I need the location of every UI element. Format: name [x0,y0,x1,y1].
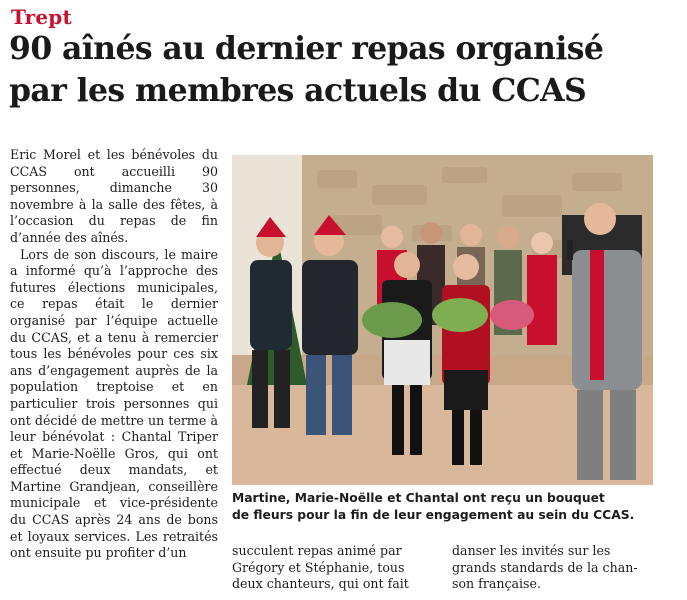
column-2-line-2: Grégory et Stéphanie, tous [232,559,405,575]
column-3-line-2: grands standards de la chan- [452,559,638,575]
article-photo [232,155,653,485]
headline-line-1: 90 aînés au dernier repas organisé [9,30,604,67]
article-column-1 [10,147,218,562]
article-column-3 [452,543,662,593]
column-3-line-3: son française. [452,576,541,592]
article-column-2 [232,543,437,593]
caption-line-1: Martine, Marie-Noëlle et Chantal ont reçu un bouquet [232,491,605,505]
section-kicker: Trept [11,5,72,29]
photo-caption [232,490,672,523]
article-paragraph-1: Eric Morel et les bénévoles du CCAS ont accueilli 90 personnes, dimanche 30 novembre à la salle des fêtes, à l’occasion du repas de fin d’année des aînés. [10,147,218,245]
article-paragraph-2: Lors de son discours, le maire a informé qu’à l’approche des futures élections municipales, ce repas était le dernier organisé par l’équipe actuelle du CCAS, et a tenu à remercier tous les bénévoles pour ces six ans d’engagement auprès de la population treptoise et en particulier trois personnes qui ont décidé de mettre un terme à leur bénévolat : Chantal Triper et Marie-Noëlle Gros, qui ont effectué deux mandats, et Martine Grandjean, conseillère municipale et vice-présidente du CCAS après 24 ans de bons et loyaux services. Les retraités ont ensuite pu profiter d’un [10,246,218,561]
column-2-line-1: succulent repas animé par [232,543,402,558]
caption-line-2: de fleurs pour la fin de leur engagement au sein du CCAS. [232,507,635,522]
headline-line-2: par les membres actuels du CCAS [9,72,587,109]
column-3-line-1: danser les invités sur les [452,543,611,558]
column-2-line-3: deux chanteurs, qui ont fait [232,576,409,592]
headline [9,28,681,112]
